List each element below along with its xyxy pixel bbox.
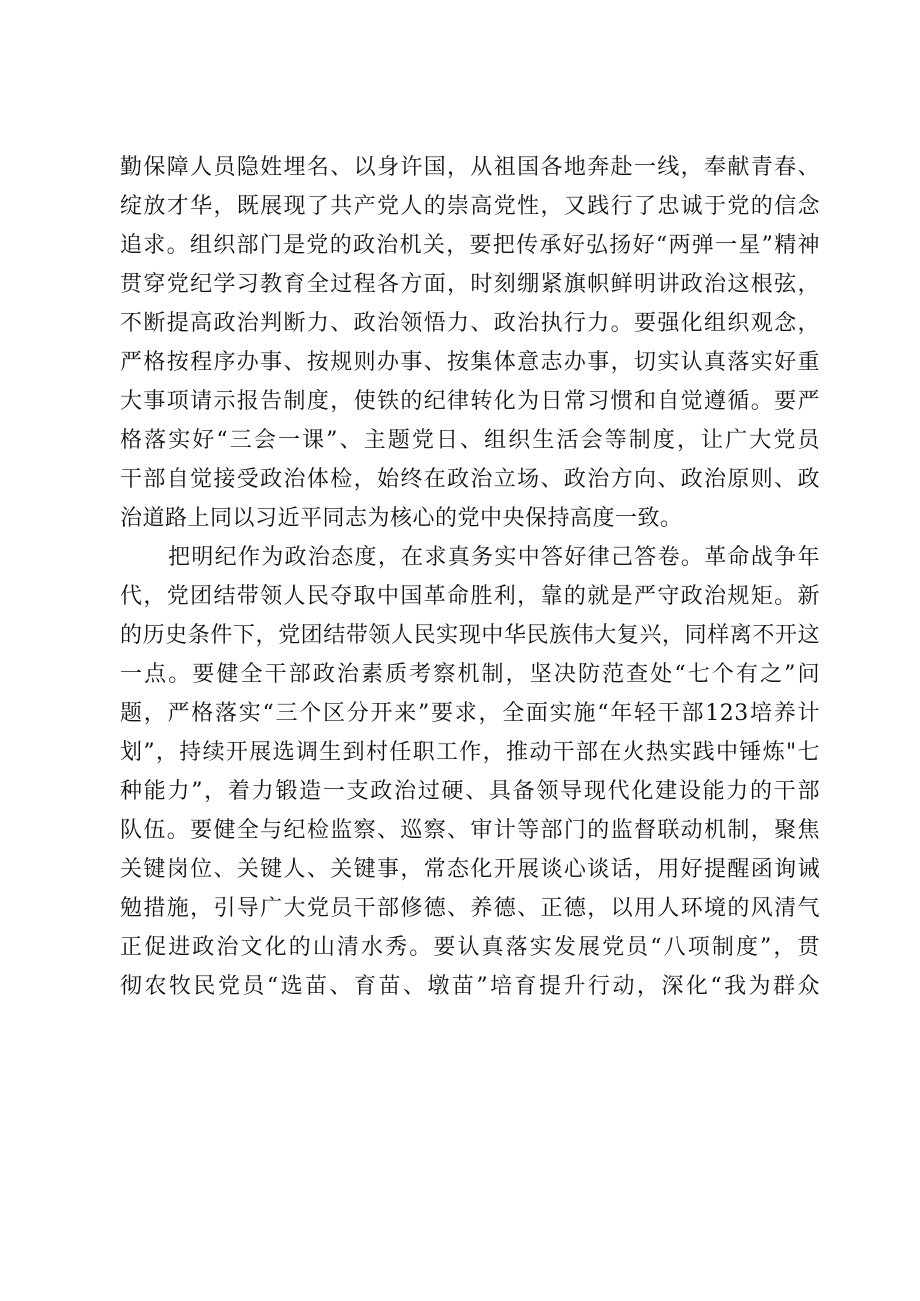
- text-line: 题，严格落实“三个区分开来”要求，全面实施“年轻干部123培养计: [120, 701, 820, 726]
- text-line: 追求。组织部门是党的政治机关，要把传承好弘扬好“两弹一星”精神: [120, 233, 820, 258]
- paragraph-2: [120, 538, 820, 1006]
- text-line: 正促进政治文化的山清水秀。要认真落实发展党员“八项制度”，贯: [120, 935, 820, 960]
- text-line: 大事项请示报告制度，使铁的纪律转化为日常习惯和自觉遵循。要严: [120, 389, 820, 414]
- text-line: 干部自觉接受政治体检，始终在政治立场、政治方向、政治原则、政: [120, 467, 820, 492]
- text-line: 划”，持续开展选调生到村任职工作，推动干部在火热实践中锤炼"七: [120, 740, 820, 765]
- text-line: 代，党团结带领人民夺取中国革命胜利，靠的就是严守政治规矩。新: [120, 584, 820, 609]
- text-line: 绽放才华，既展现了共产党人的崇高党性，又践行了忠诚于党的信念: [120, 194, 820, 219]
- text-line: 队伍。要健全与纪检监察、巡察、审计等部门的监督联动机制，聚焦: [120, 818, 820, 843]
- paragraph-1: [120, 148, 820, 538]
- text-line: 贯穿党纪学习教育全过程各方面，时刻绷紧旗帜鲜明讲政治这根弦，: [120, 272, 820, 297]
- text-line: 关键岗位、关键人、关键事，常态化开展谈心谈话，用好提醒函询诫: [120, 857, 820, 882]
- text-line: 勤保障人员隐姓埋名、以身许国，从祖国各地奔赴一线，奉献青春、: [120, 155, 820, 180]
- text-line: 种能力”，着力锻造一支政治过硬、具备领导现代化建设能力的干部: [120, 779, 820, 804]
- text-line: 的历史条件下，党团结带领人民实现中华民族伟大复兴，同样离不开这: [120, 623, 820, 648]
- text-line: 不断提高政治判断力、政治领悟力、政治执行力。要强化组织观念，: [120, 311, 820, 336]
- text-line: 勉措施，引导广大党员干部修德、养德、正德，以用人环境的风清气: [120, 896, 820, 921]
- text-line: 治道路上同以习近平同志为核心的党中央保持高度一致。: [120, 506, 683, 531]
- text-line: 严格按程序办事、按规则办事、按集体意志办事，切实认真落实好重: [120, 350, 820, 375]
- text-line: 格落实好“三会一课”、主题党日、组织生活会等制度，让广大党员: [120, 428, 820, 453]
- text-line: 把明纪作为政治态度，在求真务实中答好律己答卷。革命战争年: [168, 545, 820, 570]
- document-body: [120, 148, 820, 1006]
- text-line: 彻农牧民党员“选苗、育苗、墩苗”培育提升行动，深化“我为群众: [120, 974, 820, 999]
- text-line: 一点。要健全干部政治素质考察机制，坚决防范查处“七个有之”问: [120, 662, 820, 687]
